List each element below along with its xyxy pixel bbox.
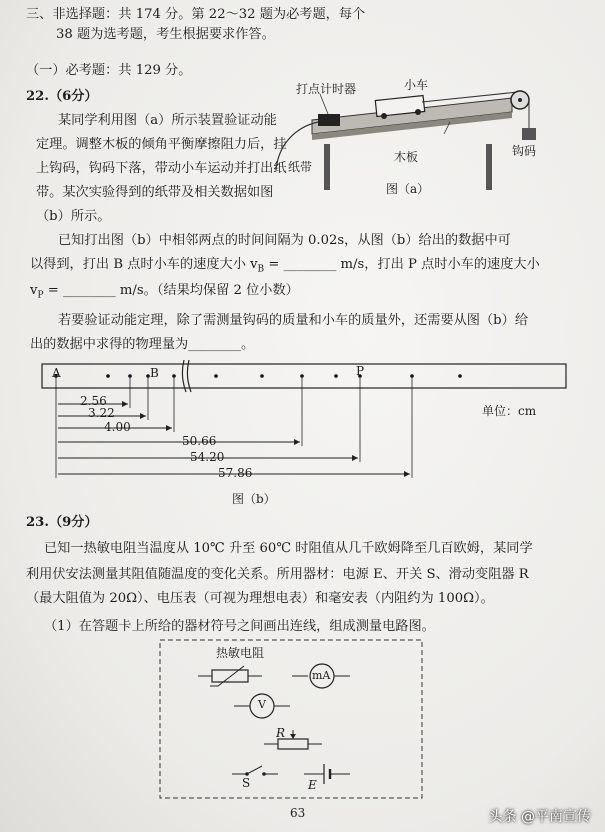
q22-line-a: 已知打出图（b）中相邻两点的时间间隔为 0.02s，从图（b）给出的数据中可: [58, 233, 511, 248]
q23-task-1: （1）在答题卡上所给的器材符号之间画出连线，组成测量电路图。: [44, 619, 435, 634]
q22-intro-4: 带。某次实验得到的纸带及相关数据如图: [36, 185, 274, 200]
section-heading-1: 三、非选择题：共 174 分。第 22～32 题为必考题，每个: [26, 7, 366, 22]
label-timer: 打点计时器: [296, 82, 357, 96]
dim-3-22: 3.22: [88, 406, 115, 420]
q23-line-1: 已知一热敏电阻当温度从 10℃ 升至 60℃ 时阻值从几千欧姆降至几百欧姆，某同学: [44, 541, 533, 556]
q23-line-3: （最大阻值为 20Ω）、电压表（可视为理想电表）和毫安表（内阻约为 100Ω）。: [26, 591, 494, 606]
page-number: 63: [290, 806, 306, 820]
point-a-label: A: [52, 366, 61, 380]
label-weight: 钩码: [512, 144, 537, 158]
label-cart: 小车: [404, 78, 429, 92]
ma-meter-label: mA: [312, 669, 331, 682]
dim-54-20: 54.20: [190, 450, 225, 464]
q22-intro-1: 某同学利用图（a）所示装置验证动能: [58, 113, 277, 128]
circuit-box: [158, 638, 426, 802]
section-heading-2: 38 题为选考题，考生根据要求作答。: [56, 27, 275, 42]
rheostat-label: R: [276, 726, 286, 740]
switch-label: S: [242, 776, 251, 790]
thermistor-label: 热敏电阻: [216, 646, 265, 660]
dim-57-86: 57.86: [218, 466, 253, 480]
q22-line-e: 出的数据中求得的物理量为________。: [30, 337, 255, 352]
point-b-label: B: [150, 366, 159, 380]
q22-intro-2: 定理。调整木板的倾角平衡摩擦阻力后，挂: [36, 137, 287, 152]
dim-50-66: 50.66: [182, 434, 217, 448]
voltmeter-label: V: [258, 698, 266, 711]
label-tape: 纸带: [288, 160, 313, 174]
q22-intro-3: 上钩码，钩码下落，带动小车运动并打出纸: [36, 161, 287, 176]
q22-line-b: 以得到，打出 B 点时小车的速度大小 $v_B$ = ________ m/s，打出 P 点时小车的速度大小: [30, 257, 540, 275]
battery-label: E: [308, 778, 317, 792]
q23-number: 23.（9分）: [26, 515, 98, 530]
label-board: 木板: [394, 150, 419, 164]
q22-intro-5: （b）所示。: [36, 209, 111, 224]
watermark: 头条 @平南宣传: [488, 809, 591, 825]
point-p-label: P: [356, 364, 365, 378]
q22-line-c: $v_P$ = ________ m/s。（结果均保留 2 位小数）: [30, 283, 299, 301]
required-heading: （一）必考题：共 129 分。: [26, 63, 192, 78]
q22-line-d: 若要验证动能定理，除了需测量钩码的质量和小车的质量外，还需要从图（b）给: [58, 313, 529, 328]
dim-2-56: 2.56: [80, 394, 107, 408]
dim-4-00: 4.00: [104, 420, 131, 434]
figure-b-caption: 图（b）: [232, 492, 276, 506]
unit-label: 单位：cm: [482, 404, 537, 418]
q22-number: 22.（6分）: [26, 89, 98, 104]
figure-a-caption: 图（a）: [386, 182, 430, 196]
q23-line-2: 利用伏安法测量其阻值随温度的变化关系。所用器材：电源 E、开关 S、滑动变阻器 R: [26, 567, 529, 582]
